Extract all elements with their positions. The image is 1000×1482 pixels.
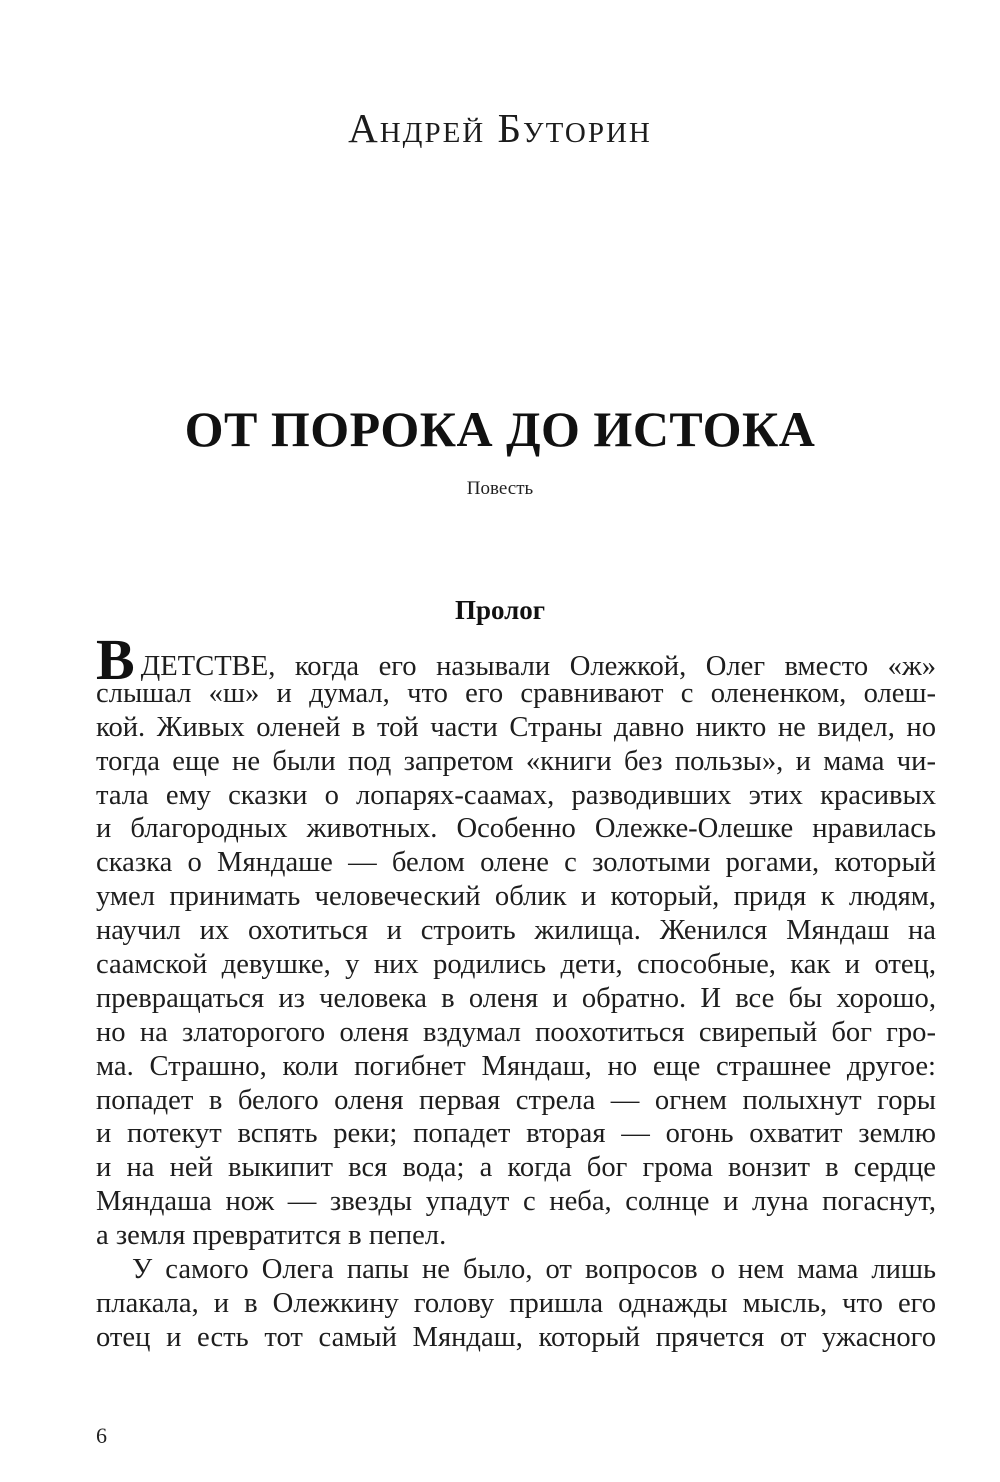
- chapter-heading: Пролог: [454, 595, 546, 625]
- text-line: и потекут вспять реки; попадет вторая — огонь охватит землю: [96, 1118, 936, 1150]
- text-line: Мяндаша нож — звезды упадут с неба, солнце и луна погаснут,: [96, 1186, 936, 1218]
- text-line: кой. Живых оленей в той части Страны давно никто не видел, но: [96, 711, 936, 743]
- text-line: отец и есть тот самый Мяндаш, который прячется от ужасного: [96, 1321, 936, 1353]
- text-line: умел принимать человеческий облик и который, придя к людям,: [96, 881, 936, 913]
- text-line: плакала, и в Олежкину голову пришла однажды мысль, что его: [96, 1287, 936, 1319]
- text-line: ма. Страшно, коли погибнет Мяндаш, но еще страшнее другое:: [96, 1050, 936, 1082]
- text-line: тогда еще не были под запретом «книги без пользы», и мама чи-: [96, 745, 936, 777]
- drop-cap: В: [96, 627, 135, 692]
- book-title: ОТ ПОРОКА ДО ИСТОКА: [184, 401, 816, 457]
- text-line: превращаться из человека в оленя и обратно. И все бы хорошо,: [96, 982, 936, 1014]
- author-name: Андрей Буторин: [348, 105, 652, 151]
- text-line: и на ней выкипит вся вода; а когда бог грома вонзит в сердце: [96, 1152, 936, 1184]
- text-line: попадет в белого оленя первая стрела — огнем полыхнут горы: [96, 1084, 936, 1116]
- text-line: слышал «ш» и думал, что его сравнивают с олененком, олеш-: [96, 677, 936, 709]
- text-line: сказка о Мяндаше — белом олене с золотыми рогами, который: [96, 847, 936, 879]
- text-line: но на златорогого оленя вздумал поохотиться свирепый бог гро-: [96, 1016, 936, 1048]
- page-number: 6: [96, 1423, 107, 1448]
- text-line: саамской девушке, у них родились дети, способные, как и отец,: [96, 949, 936, 981]
- text-line: тала ему сказки о лопарях-саамах, разводивших этих красивых: [96, 779, 936, 811]
- text-line: и благородных животных. Особенно Олежке-Олешке нравилась: [96, 813, 936, 845]
- text-line: ВДЕТСТВЕ, когда его называли Олежкой, Олег вместо «ж»: [96, 627, 936, 692]
- genre-label: Повесть: [466, 478, 534, 499]
- text-line: научил их охотиться и строить жилища. Женился Мяндаш на: [96, 915, 936, 947]
- text-line: а земля превратится в пепел.: [96, 1220, 447, 1252]
- body-text: [96, 627, 936, 1355]
- text-line: У самого Олега папы не было, от вопросов о нем мама лишь: [132, 1254, 936, 1286]
